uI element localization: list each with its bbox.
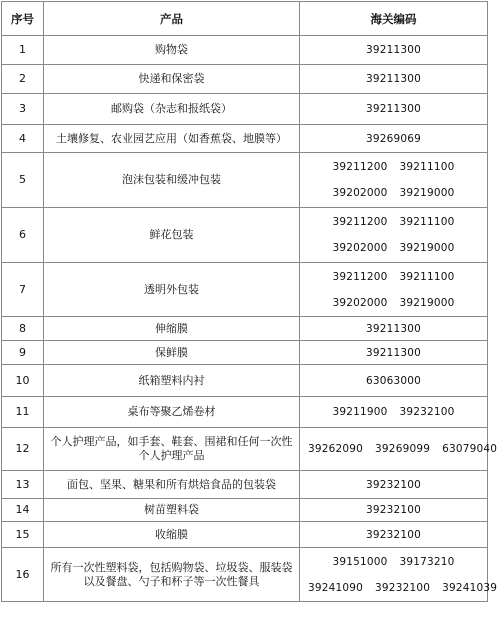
customs-code: 39211900 [332, 406, 388, 418]
customs-code: 39241090 [308, 581, 364, 594]
customs-code: 63063000 [365, 374, 422, 387]
customs-code: 39262090 [308, 443, 364, 455]
product-name: 鲜花包装 [149, 228, 194, 241]
table-row [2, 125, 488, 153]
row-codes [300, 365, 488, 397]
customs-code: 39232100 [375, 581, 431, 594]
row-index: 11 [2, 397, 44, 428]
row-product [44, 65, 300, 94]
customs-code: 39211200 [332, 270, 388, 283]
table-row [2, 428, 488, 471]
row-codes [300, 208, 488, 263]
table-row [2, 499, 488, 522]
code-line [300, 581, 497, 595]
customs-code: 39219000 [399, 242, 455, 255]
table-header-row [2, 2, 488, 36]
row-product [44, 548, 300, 602]
product-name: 收缩膜 [155, 527, 188, 541]
row-codes [300, 263, 488, 317]
customs-code: 39211300 [365, 73, 422, 85]
product-name: 泡沫包装和缓冲包装 [122, 173, 221, 186]
code-line [300, 442, 497, 456]
customs-code-table [1, 1, 497, 602]
product-name: 所有一次性塑料袋，包括购物袋、垃圾袋、服装袋以及餐盘、勺子和杯子等一次性餐具 [50, 560, 293, 588]
table-row [2, 208, 488, 263]
customs-code: 39232100 [365, 504, 422, 516]
code-line [300, 43, 487, 57]
row-index: 1 [2, 36, 44, 65]
row-index: 10 [2, 365, 44, 397]
customs-code: 39151000 [332, 555, 388, 568]
row-index: 13 [2, 471, 44, 499]
product-name: 购物袋 [155, 43, 188, 56]
product-name: 土壤修复、农业园艺应用（如香蕉袋、地膜等） [56, 131, 287, 145]
code-line [300, 296, 487, 310]
product-name: 面包、坚果、糖果和所有烘焙食品的包装袋 [67, 477, 276, 491]
row-codes [300, 125, 488, 153]
customs-code: 39211100 [399, 270, 455, 283]
product-name: 伸缩膜 [155, 321, 188, 335]
row-index: 6 [2, 208, 44, 263]
row-product [44, 153, 300, 208]
customs-code: 39211300 [365, 346, 422, 359]
table-row [2, 548, 488, 602]
code-line [300, 478, 487, 492]
row-product [44, 428, 300, 471]
header-code: 海关编码 [300, 2, 488, 36]
code-line [300, 160, 487, 174]
code-line [300, 503, 487, 517]
row-product [44, 397, 300, 428]
customs-code: 39173210 [399, 555, 455, 568]
row-product [44, 208, 300, 263]
code-line [300, 322, 487, 336]
product-name: 快递和保密袋 [138, 72, 205, 85]
row-product [44, 341, 300, 365]
customs-code: 39269069 [365, 132, 422, 145]
header-product: 产品 [44, 2, 300, 36]
row-codes [300, 397, 488, 428]
customs-code: 39241039 [442, 581, 497, 594]
customs-code: 39202000 [332, 187, 388, 200]
code-line [300, 241, 487, 255]
table-row [2, 471, 488, 499]
table-row [2, 65, 488, 94]
row-product [44, 522, 300, 548]
customs-code: 39211100 [399, 160, 455, 173]
customs-code: 39202000 [332, 296, 388, 309]
product-name: 树苗塑料袋 [144, 503, 199, 516]
customs-code: 39211300 [365, 103, 422, 115]
header-index: 序号 [2, 2, 44, 36]
row-index: 2 [2, 65, 44, 94]
row-codes [300, 499, 488, 522]
row-product [44, 263, 300, 317]
row-codes [300, 471, 488, 499]
row-product [44, 365, 300, 397]
row-index: 15 [2, 522, 44, 548]
row-codes [300, 65, 488, 94]
product-name: 纸箱塑料内衬 [138, 373, 205, 387]
row-product [44, 125, 300, 153]
row-codes [300, 522, 488, 548]
customs-code: 39211300 [365, 44, 422, 56]
code-line [300, 374, 487, 388]
table-row [2, 263, 488, 317]
customs-code: 63079040 [442, 443, 497, 455]
product-name: 桌布等聚乙烯卷材 [127, 405, 216, 418]
code-line [300, 132, 487, 146]
table-row [2, 94, 488, 125]
row-codes [300, 548, 497, 602]
customs-code: 39232100 [399, 406, 455, 418]
customs-code: 39202000 [332, 242, 388, 255]
row-product [44, 471, 300, 499]
table-row [2, 153, 488, 208]
row-codes [300, 317, 488, 341]
row-codes [300, 341, 488, 365]
row-codes [300, 36, 488, 65]
row-index: 5 [2, 153, 44, 208]
row-index: 14 [2, 499, 44, 522]
code-line [300, 555, 487, 569]
row-codes [300, 428, 497, 471]
customs-code: 39269099 [375, 443, 431, 455]
code-line [300, 270, 487, 284]
customs-code: 39232100 [365, 478, 422, 491]
code-line [300, 102, 487, 116]
code-line [300, 186, 487, 200]
table-row [2, 365, 488, 397]
row-product [44, 317, 300, 341]
product-name: 邮购袋（杂志和报纸袋） [111, 102, 232, 115]
row-product [44, 499, 300, 522]
customs-code: 39211200 [332, 215, 388, 228]
customs-code: 39219000 [399, 187, 455, 200]
row-codes [300, 153, 488, 208]
table-row [2, 397, 488, 428]
product-name: 个人护理产品，如手套、鞋套、围裙和任何一次性个人护理产品 [50, 435, 293, 462]
customs-code: 39211200 [332, 160, 388, 173]
code-line [300, 72, 487, 86]
row-index: 9 [2, 341, 44, 365]
customs-code: 39219000 [399, 296, 455, 309]
product-name: 保鲜膜 [155, 345, 188, 359]
product-name: 透明外包装 [144, 282, 199, 296]
row-index: 16 [2, 548, 44, 602]
table-row [2, 36, 488, 65]
row-index: 3 [2, 94, 44, 125]
row-index: 4 [2, 125, 44, 153]
row-product [44, 36, 300, 65]
row-codes [300, 94, 488, 125]
customs-code: 39211300 [365, 322, 422, 335]
row-index: 12 [2, 428, 44, 471]
row-index: 7 [2, 263, 44, 317]
code-line [300, 528, 487, 542]
code-line [300, 346, 487, 360]
table-row [2, 522, 488, 548]
table-row [2, 341, 488, 365]
row-product [44, 94, 300, 125]
code-line [300, 215, 487, 229]
customs-code: 39232100 [365, 528, 422, 541]
row-index: 8 [2, 317, 44, 341]
code-line [300, 405, 487, 419]
table-row [2, 317, 488, 341]
customs-code: 39211100 [399, 215, 455, 228]
